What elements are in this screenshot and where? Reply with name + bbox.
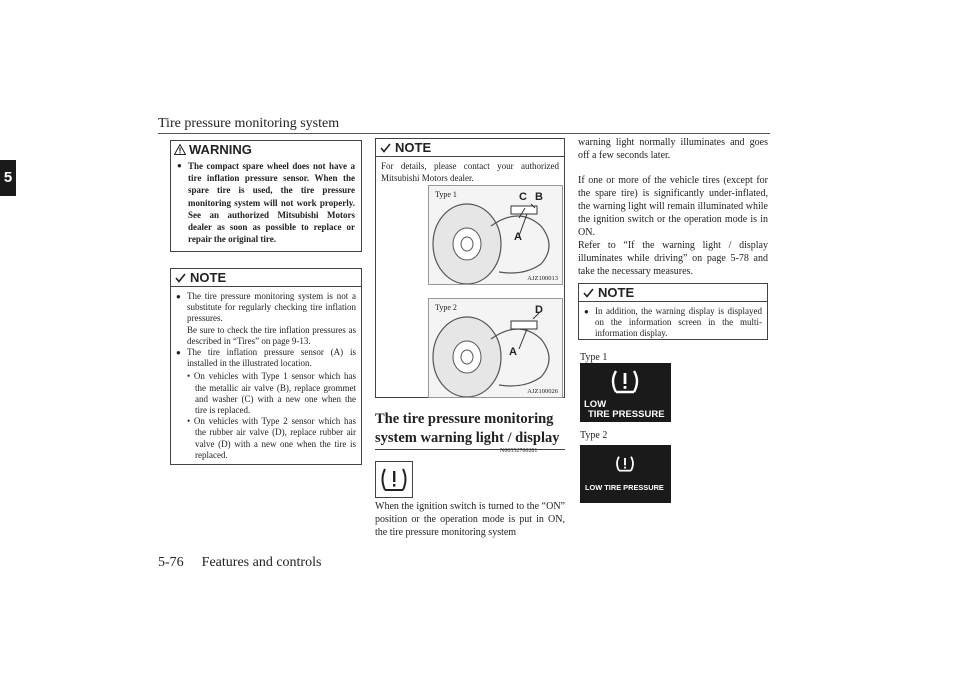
note-check-icon (380, 143, 391, 153)
warning-label: WARNING (189, 142, 252, 157)
page-number: 5-76 (158, 555, 184, 570)
note-item (176, 347, 356, 461)
body-paragraph: warning light normally illuminates and goes off a few seconds later. (578, 137, 768, 161)
body-paragraph: When the ignition switch is turned to the “ON” position or the operation mode is put in ON, the tire pressure monitoring system (375, 501, 565, 538)
note-box-display (578, 283, 768, 340)
note-item-extra: Be sure to check the tire inflation pressures as described in “Tires” on page 9-13. (187, 324, 356, 346)
warning-header (171, 141, 361, 158)
section-code: N00552700281 (500, 448, 538, 454)
note-item: ● In addition, the warning display is displayed on the information screen in the multi-information display. (584, 306, 762, 340)
header-rule (158, 133, 770, 134)
footer-section: Features and controls (201, 555, 322, 570)
figure-code: AJZ100026 (527, 388, 558, 395)
note-label: NOTE (190, 270, 227, 285)
page-title: Tire pressure monitoring system (158, 116, 340, 131)
warning-item: ● The compact spare wheel does not have a tire inflation pressure sensor. When the spare tire is used, the tire pressure monitoring system will not work properly. See an authorized Mitsubishi Motors dealer as soon as possible to replace or repair the original tire. (177, 160, 355, 245)
note-check-icon (175, 273, 186, 283)
warning-list (171, 158, 361, 245)
tpms-symbol-icon (376, 462, 412, 497)
figure-type-label: Type 2 (435, 303, 457, 312)
callout-a: A (509, 346, 517, 358)
callout-c: C (519, 191, 527, 203)
note-item (176, 291, 356, 347)
chapter-tab: 5 (0, 160, 16, 196)
note-label: NOTE (598, 285, 635, 300)
body-paragraph (578, 174, 768, 278)
display-type1 (580, 363, 671, 422)
callout-b: B (535, 191, 543, 203)
display-text-line1: LOW (584, 399, 607, 410)
display-text-line2: TIRE PRESSURE (588, 409, 665, 420)
display-type2 (580, 445, 671, 503)
footer (158, 555, 339, 571)
warning-triangle-icon (174, 144, 186, 155)
display-text: LOW TIRE PRESSURE (585, 483, 664, 492)
note-list (584, 306, 762, 340)
sensor-figure-type1 (428, 185, 563, 285)
note-header (376, 139, 564, 157)
tpms-symbol-icon (613, 453, 637, 475)
tpms-symbol-icon (607, 366, 643, 398)
callout-d: D (535, 304, 543, 316)
note-box-sensor (170, 268, 362, 465)
note-header (171, 269, 361, 287)
warning-box (170, 140, 362, 252)
note-list (176, 291, 356, 461)
body-paragraph-text: If one or more of the vehicle tires (except for the spare tire) is significantly under-inflated, the warning light will remain illuminated while the ignition switch or the operation mode is in ON. (578, 175, 768, 238)
note-sub-item: • On vehicles with Type 1 sensor which has the metallic air valve (B), replace grommet and washer (C) with a new one when the tire is replaced. (187, 371, 356, 416)
tpms-warning-icon (375, 461, 413, 498)
note-sub-list (187, 371, 356, 461)
note-sub-item: • On vehicles with Type 2 sensor which has the rubber air valve (D), replace rubber air valve (D) with a new one when the tire is replaced. (187, 416, 356, 460)
figure-code: AJZ100013 (527, 275, 558, 282)
note-header (579, 284, 767, 302)
section-heading: The tire pressure monitoring system warning light / display (375, 411, 560, 446)
note-check-icon (583, 288, 594, 298)
note-text: For details, please contact your authorized Mitsubishi Motors dealer. (381, 161, 559, 183)
type1-label: Type 1 (580, 352, 608, 363)
callout-a: A (514, 231, 522, 243)
body-paragraph-text: Refer to “If the warning light / display illuminates while driving” on page 5-78 and take the necessary measures. (578, 240, 768, 277)
type2-label: Type 2 (580, 430, 608, 441)
note-label: NOTE (395, 140, 432, 155)
sensor-figure-type2 (428, 298, 563, 398)
note-item-text: The tire inflation pressure sensor (A) is installed in the illustrated location. (187, 347, 356, 369)
note-item-text: The tire pressure monitoring system is not a substitute for regularly checking tire inflation pressures. (187, 291, 356, 324)
figure-type-label: Type 1 (435, 190, 457, 199)
